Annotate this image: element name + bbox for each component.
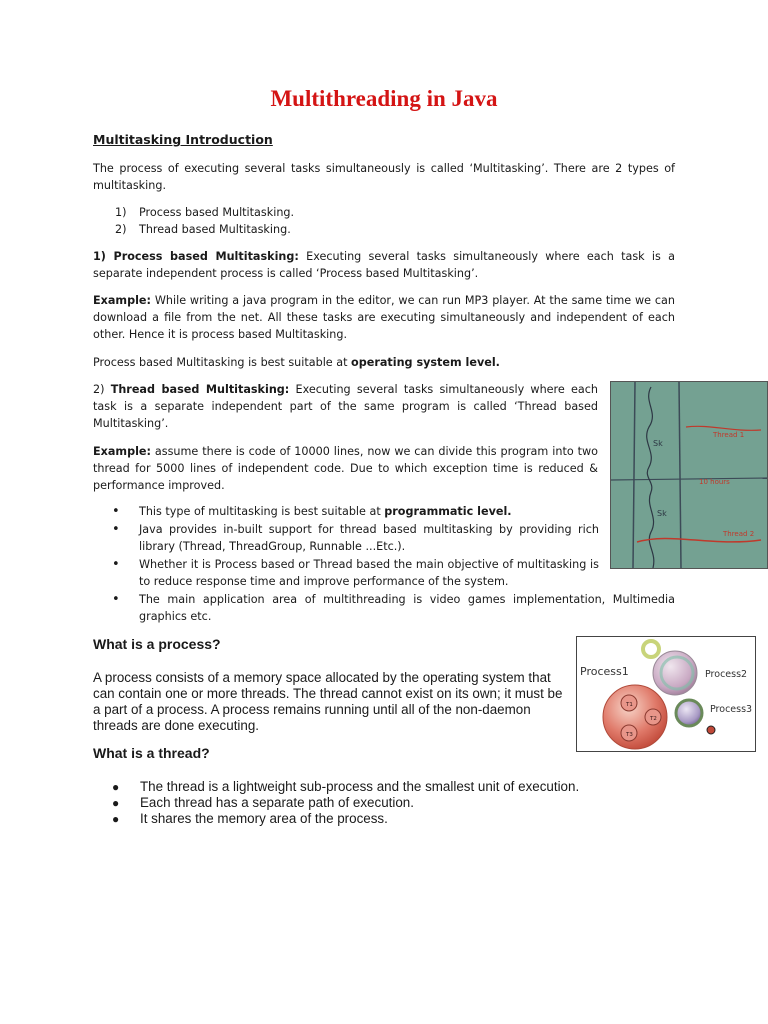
example-label: Example: (93, 445, 151, 458)
bullet-icon: • (112, 522, 120, 537)
list-item (112, 503, 675, 520)
example-label: Example: (93, 294, 151, 307)
photo-label: Sk (653, 439, 663, 448)
ring-decoration (707, 726, 715, 734)
list-item (112, 795, 579, 811)
list-item (112, 591, 675, 625)
suitable-text: Process based Multitasking is best suitable at (93, 356, 352, 369)
bullet-icon: ● (112, 780, 120, 794)
list-item (115, 221, 294, 238)
suitable-bold: operating system level. (351, 356, 500, 369)
example1-paragraph (93, 292, 675, 343)
process-diagram (576, 636, 756, 752)
process3-circle (676, 700, 702, 726)
thread-based-paragraph (93, 381, 598, 432)
bullet-text (139, 503, 599, 520)
list-item (112, 556, 675, 590)
page-title: Multithreading in Java (270, 86, 498, 111)
process-based-text: Executing several tasks simultaneously where each task is a separate independent process is called ‘Process based Multitasking’. (93, 250, 675, 280)
thread-label: T2 (650, 716, 657, 722)
photo-label: Thread 2 (723, 530, 755, 538)
list-number: 1) (115, 206, 127, 219)
bullet-text: It shares the memory area of the process. (140, 811, 388, 826)
photo-label: Thread 1 (713, 431, 745, 439)
bullet-icon: ● (112, 812, 120, 826)
thread-based-prefix: 2) (93, 383, 111, 396)
process-based-label: 1) Process based Multitasking: (93, 250, 299, 263)
bullet-icon: • (112, 557, 120, 572)
process-label: Process2 (705, 669, 748, 680)
bullet-icon: • (112, 592, 120, 607)
list-item (115, 204, 294, 221)
bullet-icon: ● (112, 796, 120, 810)
bullet-text: The thread is a lightweight sub-process and the smallest unit of execution. (140, 779, 580, 794)
whiteboard-photo (610, 381, 768, 569)
bullet-text-bold: programmatic level. (384, 505, 512, 518)
example-text: While writing a java program in the editor, we can run MP3 player. At the same time we can download a file from the net. All these tasks are executing simultaneously and independent of each other. Hence it is process based Multitasking. (93, 294, 675, 341)
what-is-process-heading: What is a process? (93, 636, 221, 652)
photo-label: 10 hours (699, 478, 730, 486)
thread-bullets (112, 779, 579, 827)
bullet-text: The main application area of multithreading is video games implementation, Multimedia graphics etc. (139, 593, 675, 623)
multitasking-types-list (115, 204, 294, 238)
what-is-thread-heading: What is a thread? (93, 745, 210, 761)
ring-decoration (643, 641, 659, 657)
process-diagram-svg (577, 637, 755, 751)
list-number: 2) (115, 223, 127, 236)
list-item (112, 811, 579, 827)
example2-paragraph (93, 443, 598, 494)
section-heading: Multitasking Introduction (93, 132, 273, 147)
process-based-paragraph (93, 248, 675, 282)
multitasking-bullets (112, 503, 675, 626)
suitable-os-paragraph (93, 354, 675, 371)
list-text: Process based Multitasking. (139, 206, 295, 219)
bullet-icon: • (112, 504, 120, 519)
process-label: Process1 (580, 665, 629, 678)
whiteboard-drawing (611, 382, 767, 568)
thread-based-label: Thread based Multitasking: (110, 383, 290, 396)
bullet-text: Whether it is Process based or Thread based the main objective of multitasking is to reduce response time and improve performance of the system. (139, 558, 599, 588)
thread-based-text: Executing several tasks simultaneously where each task is a separate independent part of the same program is called ‘Thread based Multitasking’. (93, 383, 598, 430)
bullet-text-pre: This type of multitasking is best suitable at (139, 505, 385, 518)
thread-label: T3 (626, 732, 633, 738)
list-text: Thread based Multitasking. (139, 223, 291, 236)
photo-label: Sk (657, 509, 667, 518)
process-label: Process3 (710, 704, 753, 715)
intro-paragraph: The process of executing several tasks simultaneously is called ‘Multitasking’. There are 2 types of multitasking. (93, 162, 675, 192)
bullet-text: Each thread has a separate path of execution. (140, 795, 414, 810)
list-item (112, 779, 579, 795)
bullet-text: Java provides in-built support for thread based multitasking by providing rich library (Thread, ThreadGroup, Runnable ...Etc.). (139, 523, 599, 553)
process-description: A process consists of a memory space allocated by the operating system that can contain one or more threads. The thread cannot exist on its own; it must be a part of a process. A process remains running until all of the non-daemon threads are done executing. (93, 670, 563, 733)
list-item (112, 521, 675, 555)
thread-label: T1 (626, 702, 633, 708)
example-text: assume there is code of 10000 lines, now we can divide this program into two thread for 5000 lines of independent code. Due to which exception time is reduced & performance improved. (93, 445, 598, 492)
